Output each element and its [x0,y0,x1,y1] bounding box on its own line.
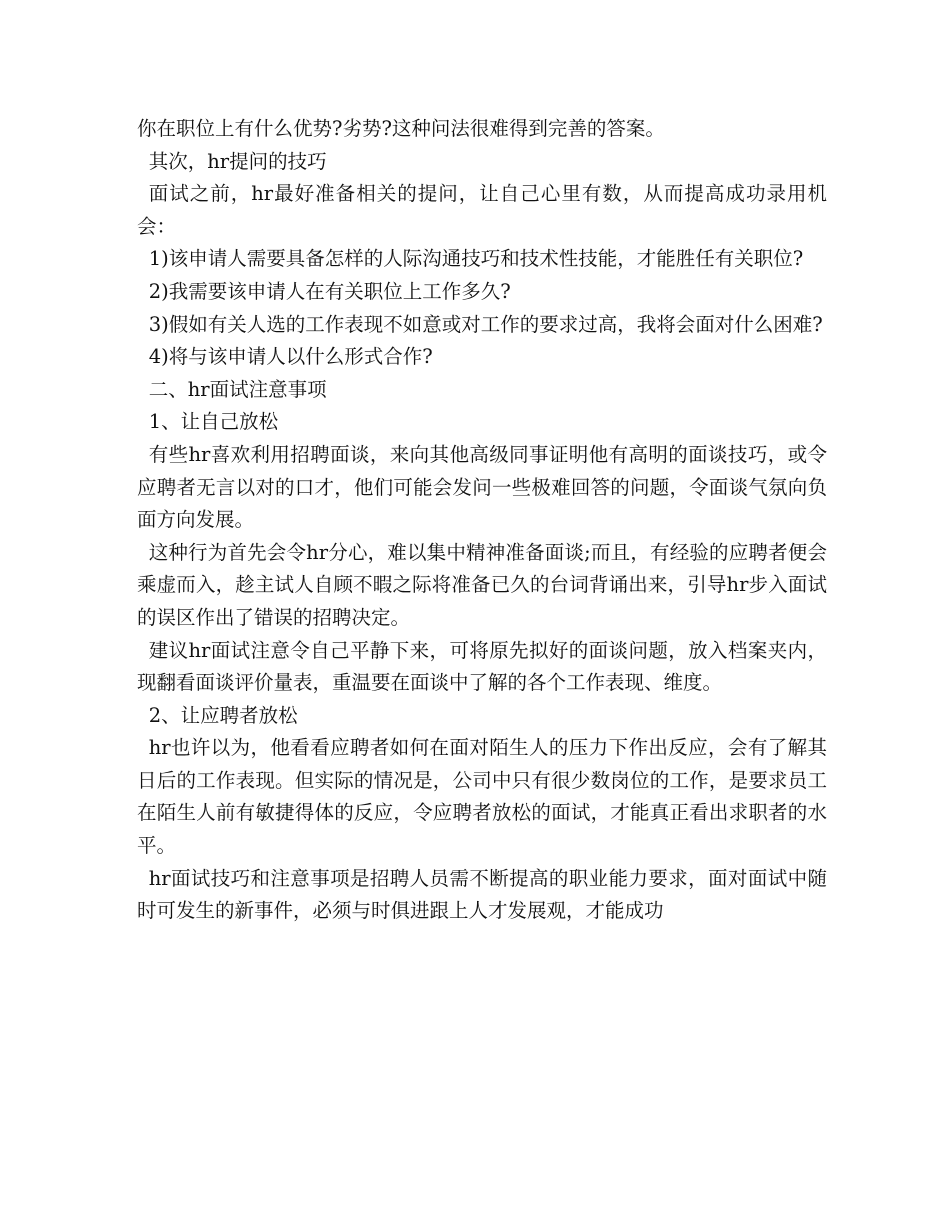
document-body [137,113,827,928]
paragraph: 面试之前，hr最好准备相关的提问，让自己心里有数，从而提高成功录用机会： [137,182,827,238]
paragraph: hr也许以为，他看看应聘者如何在面对陌生人的压力下作出反应，会有了解其日后的工作表现。但实际的情况是，公司中只有很少数岗位的工作，是要求员工在陌生人前有敏捷得体的反应，令应聘者放松的面试，才能真正看出求职者的水平。 [137,736,827,858]
paragraph: 这种行为首先会令hr分心，难以集中精神准备面谈;而且，有经验的应聘者便会乘虚而入，趁主试人自顾不暇之际将准备已久的台词背诵出来，引导hr步入面试的误区作出了错误的招聘决定。 [137,540,827,629]
subsection-heading: 1、让自己放松 [148,410,279,434]
paragraph-continuation: 你在职位上有什么优势?劣势?这种问法很难得到完善的答案。 [137,117,665,140]
list-item: 1)该申请人需要具备怎样的人际沟通技巧和技术性技能，才能胜任有关职位? [148,247,804,271]
paragraph: hr面试技巧和注意事项是招聘人员需不断提高的职业能力要求，面对面试中随时可发生的新事件，必须与时俱进跟上人才发展观，才能成功 [137,866,827,923]
paragraph: 有些hr喜欢利用招聘面谈，来向其他高级同事证明他有高明的面谈技巧，或令应聘者无言以对的口才，他们可能会发问一些极难回答的问题，令面谈气氛向负面方向发展。 [137,442,827,532]
list-item: 3)假如有关人选的工作表现不如意或对工作的要求过高，我将会面对什么困难? [148,312,823,336]
section-heading: 二、hr面试注意事项 [148,377,327,401]
paragraph: 建议hr面试注意令自己平静下来，可将原先拟好的面谈问题，放入档案夹内，现翻看面谈评价量表，重温要在面谈中了解的各个工作表现、维度。 [137,638,827,695]
section-heading: 其次，hr提问的技巧 [148,149,327,173]
subsection-heading: 2、让应聘者放松 [148,703,298,727]
list-item: 4)将与该申请人以什么形式合作? [148,345,433,369]
list-item: 2)我需要该申请人在有关职位上工作多久? [148,279,511,303]
